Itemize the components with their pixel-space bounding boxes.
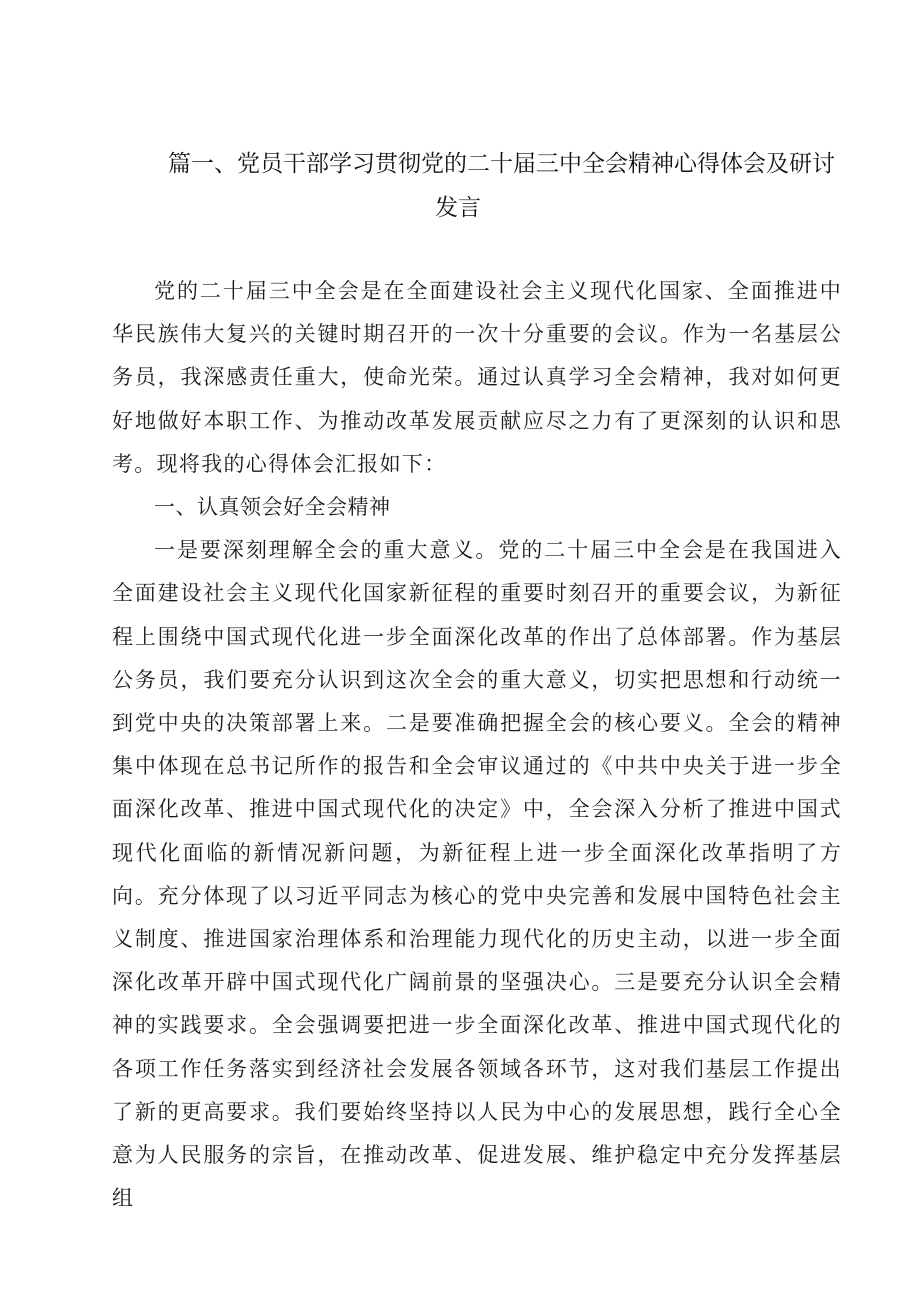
section-heading-1: 一、认真领会好全会精神 (154, 495, 391, 520)
document-body (112, 270, 842, 1220)
document-title (168, 142, 848, 230)
intro-paragraph: 党的二十届三中全会是在全面建设社会主义现代化国家、全面推进中华民族伟大复兴的关键时期召开的一次十分重要的会议。作为一名基层公务员，我深感责任重大，使命光荣。通过认真学习全会精神，我对如何更好地做好本职工作、为推动改革发展贡献应尽之力有了更深刻的认识和思考。现将我的心得体会汇报如下： (112, 279, 842, 476)
title-line-2: 发言 (435, 195, 481, 221)
title-line-1: 篇一、党员干部学习贯彻党的二十届三中全会精神心得体会及研讨 (168, 151, 835, 177)
section-1-paragraph: 一是要深刻理解全会的重大意义。党的二十届三中全会是在我国进入全面建设社会主义现代化国家新征程的重要时刻召开的重要会议，为新征程上围绕中国式现代化进一步全面深化改革的作出了总体部署。作为基层公务员，我们要充分认识到这次全会的重大意义，切实把思想和行动统一到党中央的决策部署上来。二是要准确把握全会的核心要义。全会的精神集中体现在总书记所作的报告和全会审议通过的《中共中央关于进一步全面深化改革、推进中国式现代化的决定》中，全会深入分析了推进中国式现代化面临的新情况新问题，为新征程上进一步全面深化改革指明了方向。充分体现了以习近平同志为核心的党中央完善和发展中国特色社会主义制度、推进国家治理体系和治理能力现代化的历史主动，以进一步全面深化改革开辟中国式现代化广阔前景的坚强决心。三是要充分认识全会精神的实践要求。全会强调要把进一步全面深化改革、推进中国式现代化的各项工作任务落实到经济社会发展各领域各环节，这对我们基层工作提出了新的更高要求。我们要始终坚持以人民为中心的发展思想，践行全心全意为人民服务的宗旨，在推动改革、促进发展、维护稳定中充分发挥基层组 (112, 538, 842, 1211)
